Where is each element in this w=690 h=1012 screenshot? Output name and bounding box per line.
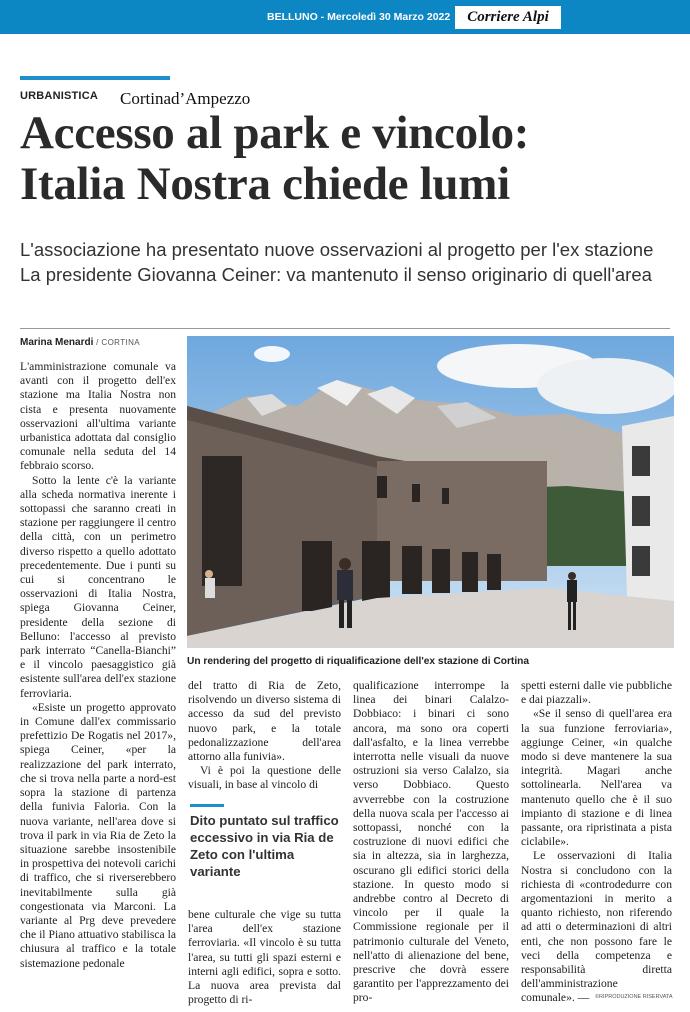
article-subtitle <box>20 237 680 287</box>
paragraph: qualificazione interrompe la linea dei binari Calalzo-Dobbiaco: i binari ci sono ancora, ma sono ora coperti dall'asfalto, e la linea verrebbe interrotta nelle visuali da nuove ostruzioni sia verso Calalzo, sia verso Dobbiaco. Questo avverrebbe con la costruzione della nuova scala per l'accesso ai sottopassi, nonché con la costruzione di nuovi edifici che sia in altezza, sia in larghezza, oscurano gli edifici storici della stazione. In questo modo si andrebbe contro al Decreto di vincolo per il quale la Commissione regionale per il patrimonio culturale del Veneto, nell'atto di alienazione del bene, prescrive che dovrà essere garantito per l'apprezzamento dei pro- <box>353 679 509 1005</box>
article-column-2-top <box>188 679 341 793</box>
paragraph: Le osservazioni di Italia Nostra si concludono con la richiesta di «controdedurre con argomentazioni in merito a quanto richiesto, non riferendo ad atti o determinazioni di altri enti, che non possono fare le veci della competenza e responsabilità diretta dell'amministrazione comunale». — <box>521 849 672 1005</box>
subtitle-line-2: La presidente Giovanna Ceiner: va mantenuto il senso originario di quell'area <box>20 264 652 285</box>
paragraph: del tratto di Ria de Zeto, risolvendo un diverso sistema di accesso da sud del previsto nuovo park, e la totale pedonalizzazione dell'area attorno alla funivia». <box>188 679 341 764</box>
byline <box>20 337 140 348</box>
subtitle-line-1: L'associazione ha presentato nuove osservazioni al progetto per l'ex stazione <box>20 239 654 260</box>
author-location: / CORTINA <box>96 338 141 347</box>
station-rendering-image <box>187 336 674 648</box>
paragraph: Vi è poi la questione delle visuali, in base al vincolo di <box>188 764 341 792</box>
title-line-1: Accesso al park e vincolo: <box>20 107 530 159</box>
article-column-3 <box>353 679 509 1006</box>
paragraph: L'amministrazione comunale va avanti con il progetto dell'ex stazione ma Italia Nostra non cista e presenta nuovamente osservazioni all'ultima variante urbanistica adottata dal consiglio comunale nella seduta del 14 febbraio scorso. <box>20 360 176 473</box>
title-line-2: Italia Nostra chiede lumi <box>20 158 510 210</box>
box-heading: Dito puntato sul traffico eccessivo in via Ria de Zeto con l'ultima variante <box>190 813 339 879</box>
section-accent-rule <box>20 76 170 80</box>
paragraph: spetti esterni dalle vie pubbliche e dai piazzali». <box>521 679 672 707</box>
article-column-4 <box>521 679 672 1006</box>
article-title <box>20 108 680 210</box>
copyright-notice: ©RIPRODUZIONE RISERVATA <box>595 994 673 1000</box>
photo-caption: Un rendering del progetto di riqualificazione dell'ex stazione di Cortina <box>187 656 530 667</box>
newspaper-logo: Corriere Alpi <box>455 6 561 29</box>
section-label: URBANISTICA <box>20 90 98 102</box>
paragraph: «Se il senso di quell'area era la sua funzione ferroviaria», aggiunge Ceiner, «in qualche modo si deve mantenere la sua integrità. Magari anche sottolinearla. Nell'area va mantenuto quello che è il suo impianto di stazione e di linea passante, ora ripristinata a pista ciclabile». <box>521 707 672 849</box>
paragraph: «Esiste un progetto approvato in Comune dall'ex commissario prefettizio De Rogatis nel 2017», spiega Ceiner, «per la realizzazione del park interrato, che si trova nella parte a nord-est sopra la stazione di partenza della funivia Faloria. Con la nuova variante, nell'area dove si trova il park in via Ria de Zeto la situazione sarebbe insostenibile in prospettiva dei notevoli carichi di traffico, che si riverserebbero inevitabilmente sulla già congestionata via Marconi. La variante al Prg deve prevedere che il Piano attuativo stabilisca la chiusura al traffico e la totale sistemazione pedonale <box>20 700 176 970</box>
box-accent-rule <box>190 804 224 807</box>
dateline: BELLUNO - Mercoledì 30 Marzo 2022 <box>267 11 451 23</box>
article-column-2-bottom <box>188 908 341 1007</box>
paragraph: Sotto la lente c'è la variante alla scheda normativa inerente i sottopassi che saranno creati in stazione per raggiungere il centro della città, con un perimetro diverso rispetto a quello adottato precedentemente. Due i punti su cui si concentrano le osservazioni di Italia Nostra, spiega Giovanna Ceiner, presidente della sezione di Belluno: l'accesso al previsto park interrato “Canella-Bianchi” e il vincolo paesaggistico già esistente sull'area dell'ex stazione ferroviaria. <box>20 473 176 700</box>
author-name: Marina Menardi <box>20 337 94 348</box>
paragraph: bene culturale che vige su tutta l'area dell'ex stazione ferroviaria. «Il vincolo è su tutta l'area, su tutti gli spazi esterni e interni agli edifici, sopra e sotto. La nuova area prevista dal progetto di ri- <box>188 908 341 1007</box>
place-label: Cortinad’Ampezzo <box>120 89 251 108</box>
article-photo <box>187 336 674 648</box>
article-column-1 <box>20 360 176 971</box>
byline-divider <box>20 328 670 329</box>
newspaper-header-bar <box>0 0 690 34</box>
